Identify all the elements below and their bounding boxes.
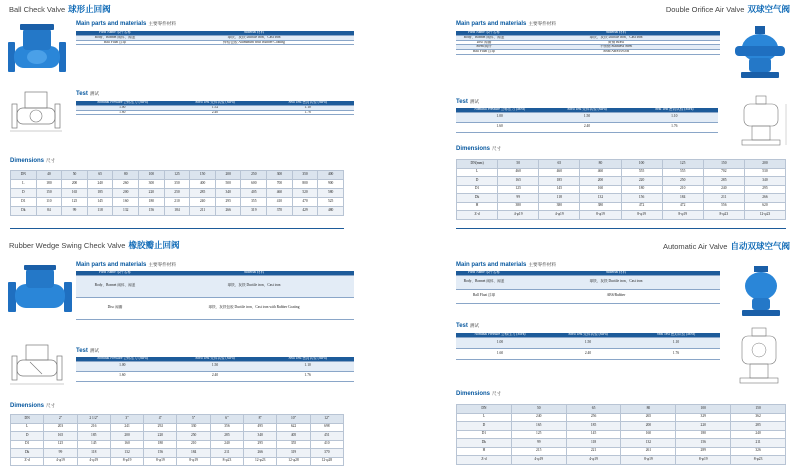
table-cell: 4-φ19: [77, 457, 110, 466]
table-row: [457, 439, 786, 448]
table-cell: 215: [511, 447, 566, 456]
double-orifice-materials-table: Parts Name 零件名称 Material 材料 Body、Bonnet 阀体、阀盖 球铁、灰铁 Ductile iron、Cast iron Disc 阀瓣 黄铜 Brass Stem 阀杆 不锈钢 Stainless Steel Ball Float 浮球 NBR/ABS/EPDM: [456, 31, 720, 55]
table-cell: 99: [44, 449, 77, 458]
table-cell: 100: [621, 160, 662, 169]
table-cell: 266: [744, 194, 785, 203]
table-cell: 4": [144, 415, 177, 424]
rubber-wedge-dimensions-table: [10, 414, 344, 466]
table-cell: 285: [703, 177, 744, 186]
table-cell: 132: [113, 207, 139, 216]
table-cell: 118: [87, 207, 113, 216]
table-cell: 216: [77, 423, 110, 432]
table-cell: 285: [190, 189, 216, 198]
double-orifice-test-heading: Test 测试: [456, 99, 480, 105]
table-cell: 525: [318, 198, 344, 207]
table-cell: 240: [190, 198, 216, 207]
table-cell: 900: [318, 180, 344, 189]
table-cell: 165: [498, 177, 539, 186]
table-cell: 370: [267, 207, 293, 216]
table-row: [457, 447, 786, 456]
table-cell: H: [457, 202, 498, 211]
table-cell: 3": [110, 415, 143, 424]
table-cell: 530: [744, 168, 785, 177]
table-cell: 4-φ19: [498, 211, 539, 220]
table-cell: 460: [498, 168, 539, 177]
table-cell: 240: [703, 185, 744, 194]
table-cell: 156: [144, 449, 177, 458]
table-cell: 556: [703, 202, 744, 211]
table-cell: 10": [277, 415, 310, 424]
automatic-air-materials-table: Parts Name 零件名称 Material 材料 Body、Bonnet 阀体、阀盖 球铁、灰铁 Ductile iron、Cast iron Ball Float 浮球 ABS/Rubber: [456, 271, 720, 304]
table-row: [457, 211, 786, 220]
table-row: [11, 180, 344, 189]
automatic-air-drawing: [728, 326, 792, 392]
table-cell: 8-φ23: [703, 211, 744, 220]
table-cell: 220: [139, 189, 165, 198]
table-cell: 8-φ19: [110, 457, 143, 466]
table-cell: 295: [744, 185, 785, 194]
table-cell: 250: [241, 171, 267, 180]
table-cell: 84: [36, 207, 62, 216]
table-cell: 160: [110, 440, 143, 449]
table-cell: 40: [36, 171, 62, 180]
table-cell: 380: [539, 202, 580, 211]
automatic-air-materials-heading: Main parts and materials 主要零件材料: [456, 262, 556, 268]
table-cell: 4-φ19: [566, 456, 621, 465]
table-cell: 125: [62, 198, 88, 207]
table-cell: Dk: [11, 207, 37, 216]
automatic-air-test-heading: Test 测试: [456, 323, 480, 329]
table-cell: 150: [36, 189, 62, 198]
table-row: [11, 449, 344, 458]
table-cell: Z-d: [457, 211, 498, 220]
table-cell: 203: [44, 423, 77, 432]
table-row: [457, 194, 786, 203]
table-row: [11, 432, 344, 441]
table-cell: 50: [511, 405, 566, 414]
automatic-air-test-table: Nominal Pressure 公称压力 (MPa) Shell Test 壳体试验 (MPa) Seal Test 密封试验 (MPa) 1.00 1.50 1.10 1.60 2.40 1.76: [456, 333, 720, 360]
table-cell: 285: [731, 422, 786, 431]
table-cell: 340: [244, 432, 277, 441]
table-cell: 118: [566, 439, 621, 448]
table-cell: 180: [139, 198, 165, 207]
table-cell: 200: [215, 171, 241, 180]
table-cell: 451: [310, 432, 343, 441]
table-cell: 180: [144, 440, 177, 449]
table-cell: 12-φ23: [744, 211, 785, 220]
ball-check-test-table: Nominal Pressure 公称压力 (MPa) Shell Test 壳体试验 (MPa) Seal Test 密封试验 (MPa) 1.00 1.52 1.10 1.60 2.40 1.76: [76, 101, 354, 115]
table-cell: 220: [621, 177, 662, 186]
table-cell: 240: [511, 413, 566, 422]
table-cell: 80: [580, 160, 621, 169]
table-cell: 289: [676, 447, 731, 456]
table-cell: 50: [498, 160, 539, 169]
table-cell: 250: [662, 177, 703, 186]
table-cell: 702: [703, 168, 744, 177]
table-cell: 184: [164, 207, 190, 216]
table-cell: 160: [113, 198, 139, 207]
table-cell: 221: [566, 447, 621, 456]
table-cell: 210: [662, 185, 703, 194]
table-cell: 698: [310, 423, 343, 432]
table-row: [457, 202, 786, 211]
table-cell: 118: [77, 449, 110, 458]
table-cell: 180: [36, 180, 62, 189]
table-cell: 150: [190, 171, 216, 180]
table-row: [457, 160, 786, 169]
table-cell: 211: [703, 194, 744, 203]
table-cell: 110: [36, 198, 62, 207]
table-cell: 340: [215, 189, 241, 198]
table-cell: L: [11, 423, 44, 432]
table-cell: 185: [87, 189, 113, 198]
table-cell: 356: [210, 423, 243, 432]
table-cell: 165: [62, 189, 88, 198]
table-cell: 220: [676, 422, 731, 431]
ball-check-materials-table: Parts Name 零件名称 Material 材料 Body、Bonnet 阀体、阀盖 球铁、灰铁 Ductile iron、Cast iron Ball Float 浮球 铸铝包胶 Aluminum with Rubber Coating: [76, 31, 354, 45]
double-orifice-materials-heading: Main parts and materials 主要零件材料: [456, 21, 556, 27]
table-cell: Dk: [457, 439, 512, 448]
table-cell: 65: [566, 405, 621, 414]
table-cell: D1: [11, 198, 37, 207]
table-cell: 350: [164, 180, 190, 189]
table-cell: 261: [621, 447, 676, 456]
table-cell: 370: [310, 449, 343, 458]
table-cell: 295: [215, 198, 241, 207]
rubber-wedge-test-table: Nominal Pressure 公称压力 (MPa) Shell Test 壳体试验 (MPa) Seal Test 密封试验 (MPa) 1.00 1.50 1.10 1.60 2.40 1.76: [76, 357, 354, 382]
table-cell: 160: [580, 185, 621, 194]
automatic-air-dimensions-table: [456, 404, 786, 465]
table-cell: 265: [621, 413, 676, 422]
table-row: [457, 430, 786, 439]
table-cell: 8": [244, 415, 277, 424]
table-cell: 240: [731, 430, 786, 439]
table-cell: 555: [662, 168, 703, 177]
table-cell: DN: [11, 171, 37, 180]
table-cell: 8-φ19: [177, 457, 210, 466]
table-cell: 350: [292, 171, 318, 180]
table-cell: 100: [139, 171, 165, 180]
table-cell: 125: [44, 440, 77, 449]
table-cell: 99: [511, 439, 566, 448]
table-cell: 250: [177, 432, 210, 441]
table-cell: 125: [164, 171, 190, 180]
table-cell: 240: [210, 440, 243, 449]
table-cell: 520: [292, 189, 318, 198]
table-cell: 145: [539, 185, 580, 194]
table-cell: DN: [11, 415, 44, 424]
table-cell: 200: [580, 177, 621, 186]
table-row: [457, 456, 786, 465]
table-cell: 429: [292, 207, 318, 216]
table-cell: 165: [511, 422, 566, 431]
table-cell: H: [457, 447, 512, 456]
table-cell: 125: [662, 160, 703, 169]
table-cell: 266: [215, 207, 241, 216]
table-cell: 8-φ19: [621, 211, 662, 220]
table-cell: 295: [244, 440, 277, 449]
table-cell: 12-φ23: [244, 457, 277, 466]
table-cell: D: [457, 422, 512, 431]
table-cell: 210: [164, 198, 190, 207]
rubber-wedge-dimensions-heading: Dimensions 尺寸: [10, 403, 56, 409]
table-row: [11, 423, 344, 432]
table-cell: 220: [144, 432, 177, 441]
table-cell: 50: [62, 171, 88, 180]
table-cell: 326: [731, 447, 786, 456]
table-cell: D1: [11, 440, 44, 449]
table-cell: 700: [267, 180, 293, 189]
table-cell: 132: [110, 449, 143, 458]
table-cell: 400: [318, 171, 344, 180]
table-row: [457, 405, 786, 414]
table-cell: 185: [566, 422, 621, 431]
table-cell: Z-d: [457, 456, 512, 465]
table-cell: 211: [731, 439, 786, 448]
table-cell: 6": [210, 415, 243, 424]
table-cell: 266: [244, 449, 277, 458]
table-cell: 8-φ23: [210, 457, 243, 466]
table-cell: 8-φ19: [580, 211, 621, 220]
table-cell: 99: [62, 207, 88, 216]
table-cell: 100: [676, 405, 731, 414]
table-cell: DN(mm): [457, 160, 498, 169]
table-cell: 145: [566, 430, 621, 439]
automatic-air-title: Automatic Air Valve 自动双球空气阀: [663, 241, 790, 251]
table-cell: 65: [87, 171, 113, 180]
table-cell: D: [11, 432, 44, 441]
table-cell: 800: [292, 180, 318, 189]
table-cell: 622: [277, 423, 310, 432]
ball-check-dimensions-heading: Dimensions 尺寸: [10, 158, 56, 164]
table-cell: 470: [292, 198, 318, 207]
table-cell: 240: [87, 180, 113, 189]
table-cell: 410: [267, 198, 293, 207]
table-row: [457, 168, 786, 177]
ball-check-valve-image: [6, 20, 68, 78]
table-cell: 156: [676, 439, 731, 448]
table-cell: Z-d: [11, 457, 44, 466]
table-cell: 8-φ19: [662, 211, 703, 220]
ball-check-drawing: [10, 86, 62, 132]
table-cell: 330: [177, 423, 210, 432]
table-cell: 260: [113, 180, 139, 189]
table-row: [11, 207, 344, 216]
table-row: [11, 198, 344, 207]
table-cell: 5": [177, 415, 210, 424]
table-cell: 300: [139, 180, 165, 189]
table-cell: 600: [241, 180, 267, 189]
double-orifice-dimensions-table: [456, 159, 786, 220]
table-cell: 400: [190, 180, 216, 189]
table-cell: L: [457, 168, 498, 177]
table-cell: 150: [703, 160, 744, 169]
table-cell: 380: [580, 202, 621, 211]
table-cell: 125: [498, 185, 539, 194]
table-cell: 340: [744, 177, 785, 186]
table-cell: 145: [87, 198, 113, 207]
table-cell: 211: [210, 449, 243, 458]
table-cell: 250: [164, 189, 190, 198]
table-cell: D: [457, 177, 498, 186]
table-cell: 500: [215, 180, 241, 189]
table-cell: 65: [539, 160, 580, 169]
table-cell: Dk: [11, 449, 44, 458]
table-cell: 2 1/2": [77, 415, 110, 424]
table-cell: 125: [511, 430, 566, 439]
table-row: [11, 440, 344, 449]
table-cell: 200: [62, 180, 88, 189]
rubber-wedge-test-heading: Test 测试: [76, 348, 100, 354]
double-orifice-test-table: Nominal Pressure 公称压力 (MPa) Shell Test 壳体试验 (MPa) Seal Test 密封试验 (MPa) 1.00 1.50 1.10 1.60 2.40 1.76: [456, 108, 718, 133]
table-row: [11, 457, 344, 466]
ball-check-title: Ball Check Valve 球形止回阀: [9, 4, 111, 14]
table-cell: 460: [539, 168, 580, 177]
table-cell: 472: [662, 202, 703, 211]
table-cell: 555: [621, 168, 662, 177]
table-cell: L: [11, 180, 37, 189]
table-cell: 4-φ19: [44, 457, 77, 466]
table-cell: 319: [277, 449, 310, 458]
table-cell: 8-φ19: [676, 456, 731, 465]
table-cell: 355: [277, 440, 310, 449]
table-cell: 200: [621, 422, 676, 431]
table-cell: 165: [44, 432, 77, 441]
table-cell: 410: [310, 440, 343, 449]
section-divider: [10, 228, 344, 229]
table-cell: 200: [110, 432, 143, 441]
table-row: [457, 422, 786, 431]
table-cell: D1: [457, 430, 512, 439]
rubber-wedge-materials-table: Parts Name 零件名称 Material 材料 Body、Bonnet 阀体、阀盖 球铁、灰铁 Ductile iron、Cast iron Disc 阀瓣 球铁、灰铁包胶 Ductile iron、Cast iron with Rubber Coating: [76, 271, 354, 320]
ball-check-materials-heading: Main parts and materials 主要零件材料: [76, 21, 176, 27]
table-cell: 285: [210, 432, 243, 441]
table-cell: 620: [744, 202, 785, 211]
table-cell: 241: [110, 423, 143, 432]
table-cell: 380: [498, 202, 539, 211]
table-cell: 472: [621, 202, 662, 211]
table-cell: 160: [621, 430, 676, 439]
table-cell: 580: [318, 189, 344, 198]
automatic-air-valve-image: [730, 262, 792, 322]
table-cell: 185: [77, 432, 110, 441]
table-cell: D1: [457, 185, 498, 194]
rubber-wedge-materials-heading: Main parts and materials 主要零件材料: [76, 262, 176, 268]
automatic-air-dimensions-heading: Dimensions 尺寸: [456, 391, 502, 397]
table-cell: 180: [676, 430, 731, 439]
table-cell: 118: [539, 194, 580, 203]
table-cell: 12-φ28: [310, 457, 343, 466]
table-cell: 300: [267, 171, 293, 180]
table-cell: 2": [44, 415, 77, 424]
table-cell: 12": [310, 415, 343, 424]
table-cell: 211: [190, 207, 216, 216]
table-cell: 460: [580, 168, 621, 177]
table-cell: 405: [241, 189, 267, 198]
table-cell: 480: [318, 207, 344, 216]
table-row: [11, 171, 344, 180]
table-cell: 495: [244, 423, 277, 432]
table-row: [457, 413, 786, 422]
table-cell: 80: [621, 405, 676, 414]
table-cell: 132: [580, 194, 621, 203]
table-cell: Dk: [457, 194, 498, 203]
table-cell: 4-φ19: [511, 456, 566, 465]
table-row: [11, 415, 344, 424]
double-orifice-title: Double Orifice Air Valve 双球空气阀: [665, 4, 790, 14]
table-cell: 156: [621, 194, 662, 203]
table-cell: 460: [267, 189, 293, 198]
table-cell: 200: [744, 160, 785, 169]
table-cell: 362: [731, 413, 786, 422]
table-cell: 99: [498, 194, 539, 203]
table-cell: 329: [676, 413, 731, 422]
table-row: [457, 177, 786, 186]
table-cell: 12-φ28: [277, 457, 310, 466]
table-cell: 8-φ19: [621, 456, 676, 465]
table-cell: 319: [241, 207, 267, 216]
table-cell: L: [457, 413, 512, 422]
double-orifice-drawing: [730, 94, 792, 152]
table-row: [457, 185, 786, 194]
rubber-wedge-title: Rubber Wedge Swing Check Valve 橡胶瓣止回阀: [9, 240, 180, 250]
table-row: [11, 189, 344, 198]
table-cell: 355: [241, 198, 267, 207]
table-cell: 80: [113, 171, 139, 180]
table-cell: 200: [113, 189, 139, 198]
table-cell: 185: [539, 177, 580, 186]
table-cell: D: [11, 189, 37, 198]
table-cell: 8-φ23: [731, 456, 786, 465]
table-cell: 150: [731, 405, 786, 414]
table-cell: 292: [144, 423, 177, 432]
table-cell: DN: [457, 405, 512, 414]
table-cell: 184: [177, 449, 210, 458]
table-cell: 145: [77, 440, 110, 449]
double-orifice-valve-image: [727, 22, 793, 84]
section-divider: [456, 228, 786, 229]
table-cell: 405: [277, 432, 310, 441]
table-cell: 210: [177, 440, 210, 449]
table-cell: 132: [621, 439, 676, 448]
double-orifice-dimensions-heading: Dimensions 尺寸: [456, 146, 502, 152]
table-cell: 8-φ19: [144, 457, 177, 466]
table-cell: 180: [621, 185, 662, 194]
table-cell: 156: [139, 207, 165, 216]
table-cell: 4-φ19: [539, 211, 580, 220]
ball-check-test-heading: Test 测试: [76, 91, 100, 97]
table-cell: 256: [566, 413, 621, 422]
rubber-wedge-valve-image: [6, 262, 74, 320]
rubber-wedge-drawing: [10, 340, 64, 386]
ball-check-dimensions-table: [10, 170, 344, 216]
table-cell: 184: [662, 194, 703, 203]
